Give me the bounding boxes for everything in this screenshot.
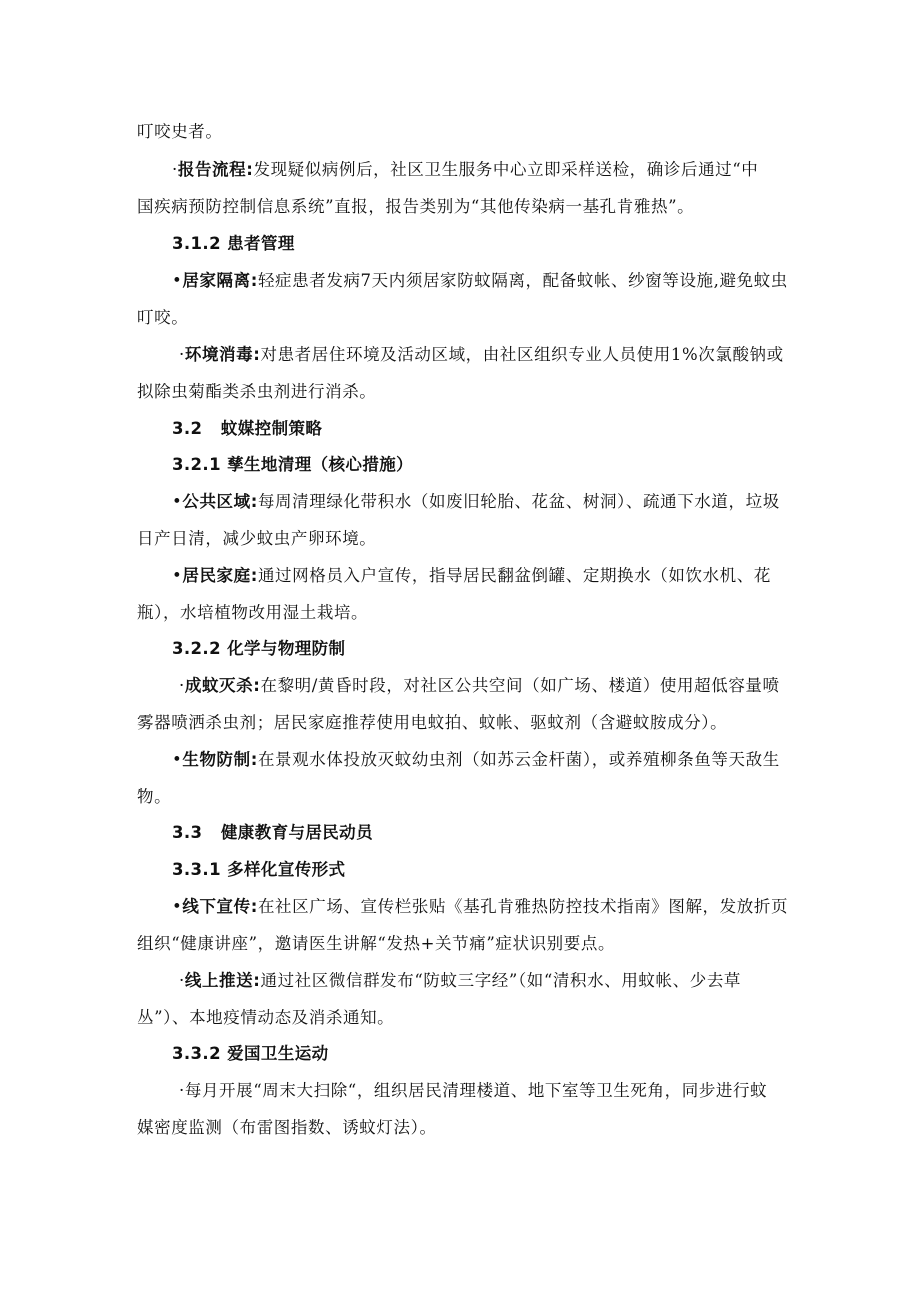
- bullet: •: [172, 566, 183, 585]
- cleanup-line: ·每月开展“周末大扫除“，组织居民清理楼道、地下室等卫生死角，同步进行蚊: [179, 1081, 768, 1100]
- section-heading: 3.1.2 患者管理: [172, 234, 295, 253]
- paragraph-line: 拟除虫菊酯类杀虫剂进行消杀。: [137, 382, 377, 401]
- bullet: ·: [179, 676, 185, 695]
- paragraph-line: 叮咬史者。: [137, 122, 223, 141]
- section-heading: 3.3.2 爱国卫生运动: [172, 1044, 329, 1063]
- item-label: 居民家庭:: [182, 566, 258, 585]
- bullet: •: [172, 897, 183, 916]
- bullet: •: [172, 271, 183, 290]
- item-label: 居家隔离:: [182, 271, 258, 290]
- paragraph-line: 物。: [137, 787, 172, 806]
- section-heading: 3.2.2 化学与物理防制: [172, 639, 346, 658]
- item-label: 成蚊灭杀:: [184, 676, 261, 695]
- paragraph-line: 日产日清，减少蚊虫产卵环境。: [137, 529, 377, 548]
- paragraph-line: 雾器喷洒杀虫剂；居民家庭推荐使用电蚊拍、蚊帐、驱蚊剂（含避蚊胺成分）。: [137, 713, 728, 732]
- paragraph-line: 国疾病预防控制信息系统”直报，报告类别为“其他传染病一基孔肯雅热”。: [137, 197, 695, 216]
- item-label: 生物防制:: [182, 750, 258, 769]
- bullet: ·: [172, 160, 178, 179]
- item-label: 环境消毒:: [184, 345, 261, 364]
- paragraph-line: 叮咬。: [137, 308, 189, 327]
- biological-control-line: •生物防制:在景观水体投放灭蚊幼虫剂（如苏云金杆菌），或养殖柳条鱼等天敌生: [172, 750, 780, 769]
- disinfection-line: ·环境消毒:对患者居住环境及活动区域，由社区组织专业人员使用1%次氯酸钠或: [179, 345, 784, 364]
- item-label: 公共区域:: [182, 492, 258, 511]
- home-isolation-line: •居家隔离:轻症患者发病7天内须居家防蚊隔离，配备蚊帐、纱窗等设施,避免蚊虫: [172, 271, 788, 290]
- paragraph-line: 丛”）、本地疫情动态及消杀通知。: [137, 1008, 395, 1027]
- item-label: 线下宣传:: [182, 897, 258, 916]
- paragraph-line: 瓶），水培植物改用湿土栽培。: [137, 603, 369, 622]
- public-area-line: •公共区域:每周清理绿化带积水（如废旧轮胎、花盆、树洞）、疏通下水道，垃圾: [172, 492, 780, 511]
- section-heading: 3.2 蚊媒控制策略: [172, 419, 323, 438]
- adult-mosquito-line: ·成蚊灭杀:在黎明/黄昏时段，对社区公共空间（如广场、楼道）使用超低容量喷: [179, 676, 780, 695]
- online-promotion-line: ·线上推送:通过社区微信群发布“防蚊三字经”（如“清积水、用蚊帐、少去草: [179, 971, 742, 990]
- bullet: •: [172, 492, 183, 511]
- household-line: •居民家庭:通过网格员入户宣传，指导居民翻盆倒罐、定期换水（如饮水机、花: [172, 566, 771, 585]
- bullet: ·: [179, 1081, 185, 1100]
- paragraph-line: 媒密度监测（布雷图指数、诱蚊灯法）。: [137, 1118, 437, 1137]
- paragraph-line: 组织“健康讲座”，邀请医生讲解“发热+关节痛”症状识别要点。: [137, 934, 616, 953]
- bullet: •: [172, 750, 183, 769]
- report-process-line: ·报告流程:发现疑似病例后，社区卫生服务中心立即采样送检，确诊后通过“中: [172, 160, 759, 179]
- item-label: 线上推送:: [184, 971, 261, 990]
- section-heading: 3.3 健康教育与居民动员: [172, 823, 373, 842]
- section-heading: 3.2.1 孳生地清理（核心措施）: [172, 455, 414, 474]
- bullet: ·: [179, 971, 185, 990]
- section-heading: 3.3.1 多样化宣传形式: [172, 860, 346, 879]
- item-label: 报告流程:: [177, 160, 254, 179]
- offline-promotion-line: •线下宣传:在社区广场、宣传栏张贴《基孔肯雅热防控技术指南》图解，发放折页: [172, 897, 789, 916]
- bullet: ·: [179, 345, 185, 364]
